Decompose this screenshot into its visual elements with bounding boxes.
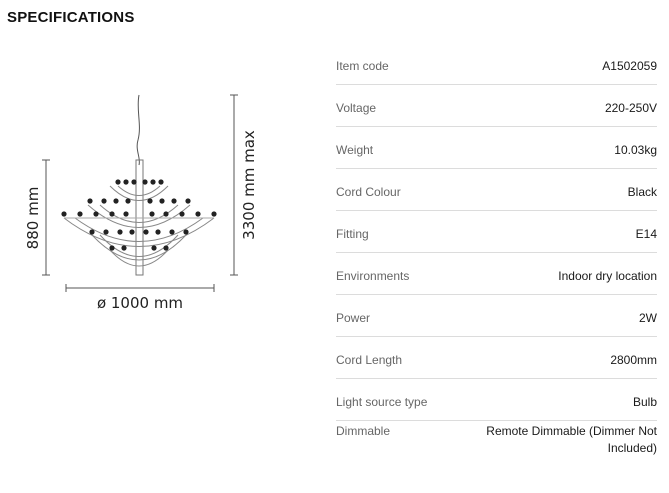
chandelier-arms — [64, 186, 214, 266]
spec-row — [336, 211, 657, 253]
diameter-label: ø 1000 mm — [96, 294, 184, 312]
height-label: 880 mm — [24, 186, 42, 250]
max-height-dimension-line — [230, 95, 238, 275]
specs-table — [336, 43, 657, 481]
spec-row — [336, 253, 657, 295]
section-title: SPECIFICATIONS — [7, 9, 135, 26]
spec-label: Voltage — [336, 101, 377, 115]
spec-value: A1502059 — [602, 59, 657, 73]
max-height-label: 3300 mm max — [240, 130, 258, 240]
height-dimension-line — [42, 160, 50, 275]
spec-label: Light source type — [336, 395, 428, 409]
spec-value: 220-250V — [604, 101, 657, 115]
spec-label: Weight — [336, 143, 374, 157]
spec-row — [336, 169, 657, 211]
spec-value: 10.03kg — [614, 143, 657, 157]
chandelier-bulbs — [61, 179, 216, 250]
chandelier-diagram — [0, 0, 320, 330]
spec-value: Remote Dimmable (Dimmer Not Included) — [486, 424, 657, 455]
spec-value: Bulb — [632, 395, 657, 409]
spec-value: Indoor dry location — [558, 269, 657, 283]
spec-row — [336, 295, 657, 337]
spec-row — [336, 127, 657, 169]
spec-label: Power — [336, 311, 371, 325]
spec-label: Cord Length — [336, 353, 403, 367]
spec-label: Item code — [336, 59, 389, 73]
spec-row — [336, 379, 657, 421]
spec-row — [336, 43, 657, 85]
diameter-dimension-line — [66, 284, 214, 292]
spec-label: Environments — [336, 269, 410, 283]
spec-row — [336, 85, 657, 127]
suspension-cord — [137, 95, 139, 165]
spec-value: 2800mm — [610, 353, 657, 367]
spec-label: Cord Colour — [336, 185, 401, 199]
spec-value: 2W — [639, 311, 657, 325]
spec-row — [336, 337, 657, 379]
spec-label: Dimmable — [336, 424, 391, 438]
spec-value: E14 — [635, 227, 657, 241]
spec-label: Fitting — [336, 227, 369, 241]
spec-value: Black — [627, 185, 657, 199]
spec-row — [336, 421, 657, 481]
